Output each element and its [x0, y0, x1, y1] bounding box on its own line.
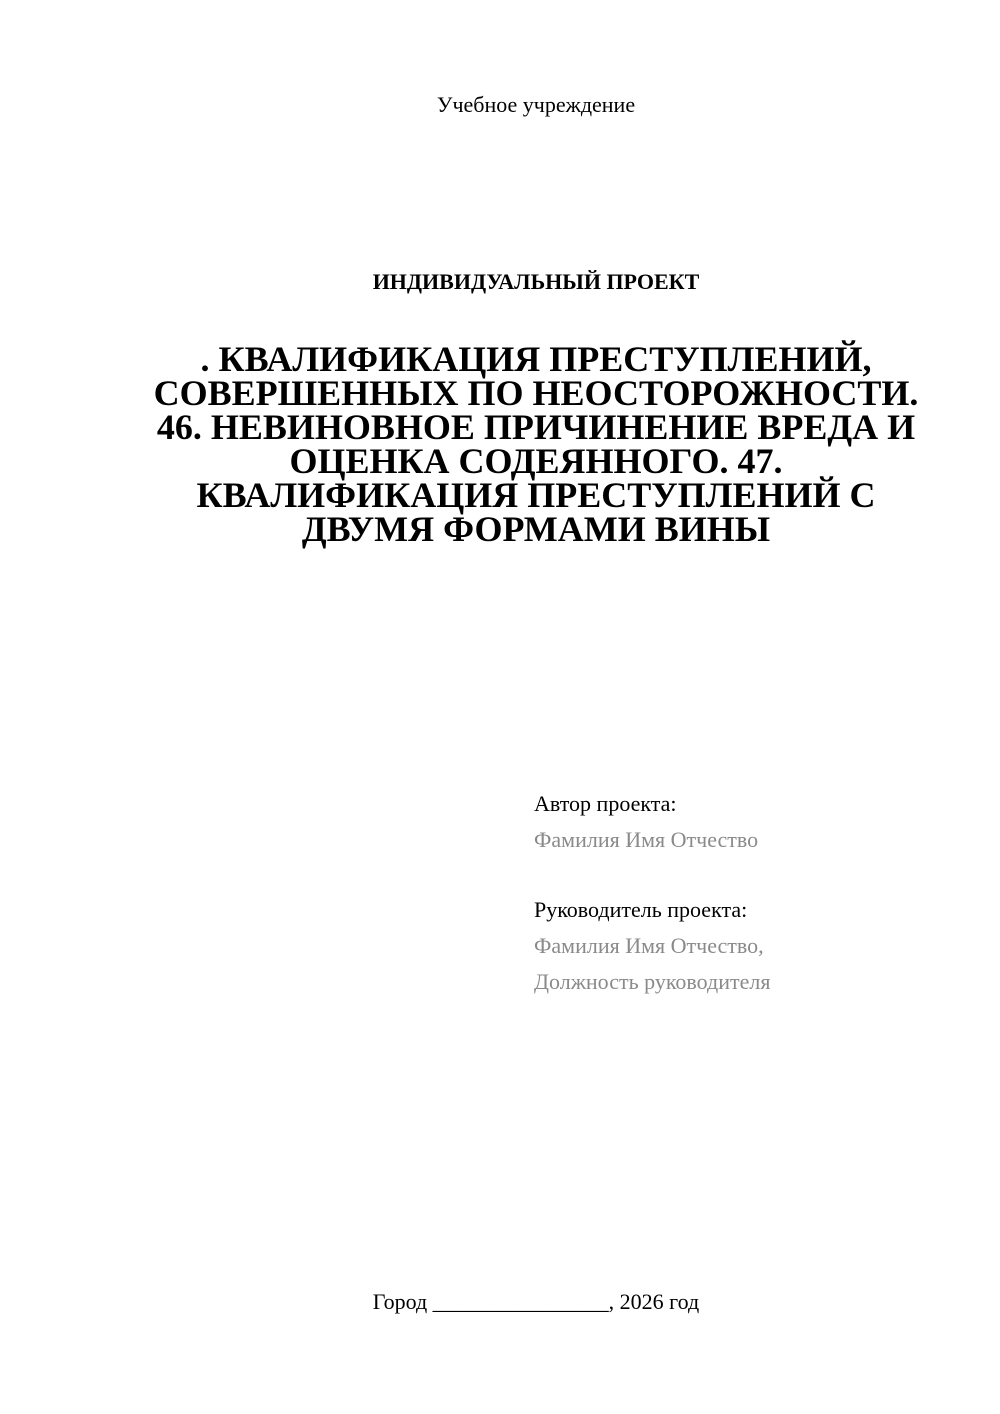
- project-title: . КВАЛИФИКАЦИЯ ПРЕСТУПЛЕНИЙ, СОВЕРШЕННЫХ ПО НЕОСТОРОЖНОСТИ. 46. НЕВИНОВНОЕ ПРИЧИНЕНИЕ ВРЕДА И ОЦЕНКА СОДЕЯННОГО. 47. КВАЛИФИКАЦИЯ ПРЕСТУПЛЕНИЙ С ДВУМЯ ФОРМАМИ ВИНЫ: [153, 339, 919, 549]
- author-block: [534, 786, 758, 858]
- supervisor-name-placeholder: Фамилия Имя Отчество,: [534, 933, 764, 958]
- supervisor-position-placeholder: Должность руководителя: [534, 969, 771, 994]
- supervisor-label: Руководитель проекта:: [534, 897, 748, 922]
- institution-name: Учебное учреждение: [436, 92, 636, 117]
- supervisor-block: [534, 892, 770, 1000]
- author-label: Автор проекта:: [534, 791, 677, 816]
- document-type: ИНДИВИДУАЛЬНЫЙ ПРОЕКТ: [372, 269, 700, 294]
- city-year-line: Город ________________, 2026 год: [372, 1289, 700, 1314]
- author-name-placeholder: Фамилия Имя Отчество: [534, 827, 759, 852]
